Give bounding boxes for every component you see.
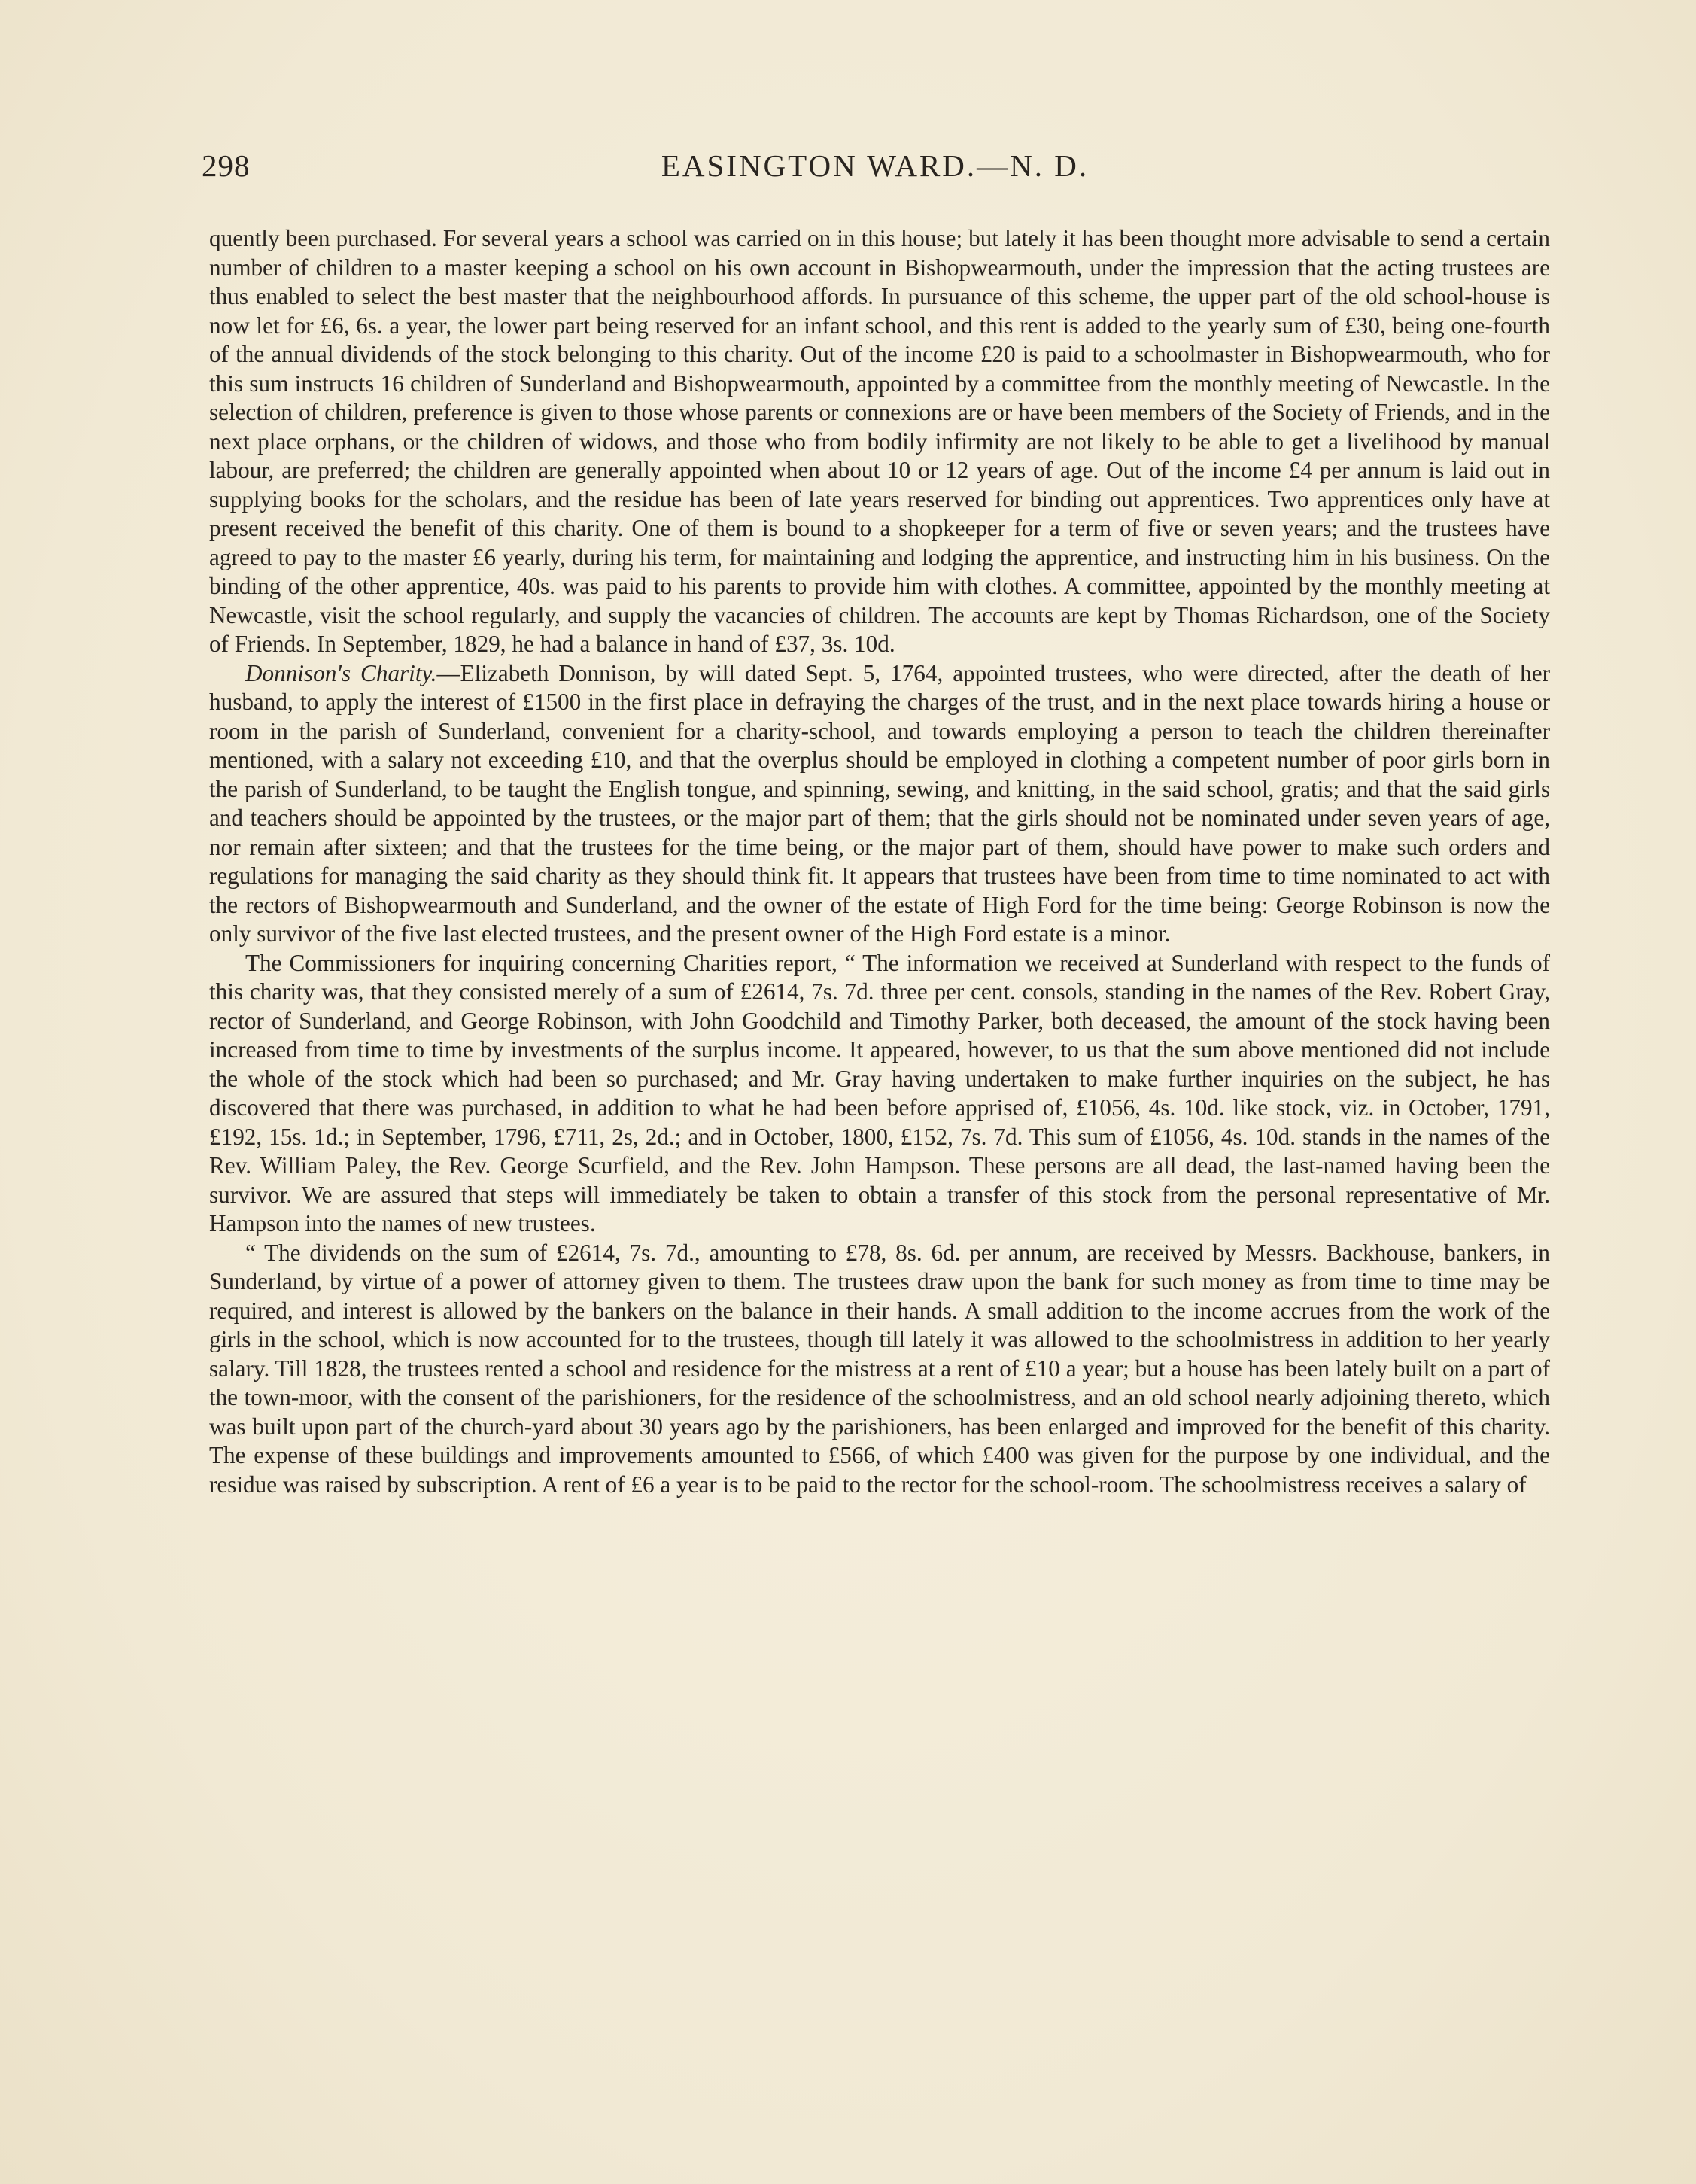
running-title: EASINGTON WARD.—N. D. bbox=[661, 148, 1090, 183]
paragraph-school-continuation: quently been purchased. For several years a school was carried on in this house; but lately it has been thought more advisable to send a certain number of children to a master keeping a school on his own account in Bishopwearmouth, under the impression that the acting trustees are thus enabled to select the best master that the neighbourhood affords. In pursuance of this scheme, the upper part of the old school-house is now let for £6, 6s. a year, the lower part being reserved for an infant school, and this rent is added to the yearly sum of £30, being one-fourth of the annual dividends of the stock belonging to this charity. Out of the income £20 is paid to a schoolmaster in Bishopwearmouth, who for this sum instructs 16 children of Sunderland and Bishopwearmouth, appointed by a committee from the monthly meeting of Newcastle. In the selection of children, preference is given to those whose parents or connexions are or have been members of the Society of Friends, and in the next place orphans, or the children of widows, and those who from bodily infirmity are not likely to be able to get a livelihood by manual labour, are preferred; the children are generally appointed when about 10 or 12 years of age. Out of the income £4 per annum is laid out in supplying books for the scholars, and the residue has been of late years reserved for binding out apprentices. Two apprentices only have at present received the benefit of this charity. One of them is bound to a shopkeeper for a term of five or seven years; and the trustees have agreed to pay to the master £6 yearly, during his term, for maintaining and lodging the apprentice, and instructing him in his business. On the binding of the other apprentice, 40s. was paid to his parents to provide him with clothes. A committee, appointed by the monthly meeting at Newcastle, visit the school regularly, and supply the vacancies of children. The accounts are kept by Thomas Richardson, one of the Society of Friends. In September, 1829, he had a balance in hand of £37, 3s. 10d. bbox=[209, 225, 1550, 657]
page-number: 298 bbox=[202, 148, 251, 183]
section-heading-donnisons-charity: Donnison's Charity. bbox=[245, 659, 437, 686]
body-text bbox=[209, 224, 1550, 1499]
paragraph-donnisons-charity-body: —Elizabeth Donnison, by will dated Sept. 5, 1764, appointed trustees, who were directed, after the death of her husband, to apply the interest of £1500 in the first place in defraying the charges of the trust, and in the next place towards hiring a house or room in the parish of Sunderland, convenient for a charity-school, and towards employing a person to teach the children thereinafter mentioned, with a salary not exceeding £10, and that the overplus should be employed in clothing a competent number of poor girls born in the parish of Sunderland, to be taught the English tongue, and spinning, sewing, and knitting, in the said school, gratis; and that the said girls and teachers should be appointed by the trustees, or the major part of them; that the girls should not be nominated under seven years of age, nor remain after sixteen; and that the trustees for the time being, or the major part of them, should have power to make such orders and regulations for managing the said charity as they should think fit. It appears that trustees have been from time to time nominated to act with the rectors of Bishopwearmouth and Sunderland, and the owner of the estate of High Ford for the time being: George Robinson is now the only survivor of the five last elected trustees, and the present owner of the High Ford estate is a minor. bbox=[209, 659, 1550, 947]
paragraph-dividends: “ The dividends on the sum of £2614, 7s. 7d., amounting to £78, 8s. 6d. per annum, are received by Messrs. Backhouse, bankers, in Sunderland, by virtue of a power of attorney given to them. The trustees draw upon the bank for such money as from time to time may be required, and interest is allowed by the bankers on the balance in their hands. A small addition to the income accrues from the work of the girls in the school, which is now accounted for to the trustees, though till lately it was allowed to the schoolmistress in addition to her yearly salary. Till 1828, the trustees rented a school and residence for the mistress at a rent of £10 a year; but a house has been lately built on a part of the town-moor, with the consent of the parishioners, for the residence of the schoolmistress, and an old school nearly adjoining thereto, which was built upon part of the church-yard about 30 years ago by the parishioners, has been enlarged and improved for the benefit of this charity. The expense of these buildings and improvements amounted to £566, of which £400 was given for the purpose by one individual, and the residue was raised by subscription. A rent of £6 a year is to be paid to the rector for the school-room. The schoolmistress receives a salary of bbox=[209, 1239, 1550, 1498]
page-header bbox=[202, 148, 1549, 193]
paragraph-commissioners-report: The Commissioners for inquiring concerning Charities report, “ The information we received at Sunderland with respect to the funds of this charity was, that they consisted merely of a sum of £2614, 7s. 7d. three per cent. consols, standing in the names of the Rev. Robert Gray, rector of Sunderland, and George Robinson, with John Goodchild and Timothy Parker, both deceased, the amount of the stock having been increased from time to time by investments of the surplus income. It appeared, however, to us that the sum above mentioned did not include the whole of the stock which had been so purchased; and Mr. Gray having undertaken to make further inquiries on the subject, he has discovered that there was purchased, in addition to what he had been before apprised of, £1056, 4s. 10d. like stock, viz. in October, 1791, £192, 15s. 1d.; in September, 1796, £711, 2s, 2d.; and in October, 1800, £152, 7s. 7d. This sum of £1056, 4s. 10d. stands in the names of the Rev. William Paley, the Rev. George Scurfield, and the Rev. John Hampson. These persons are all dead, the last-named having been the survivor. We are assured that steps will immediately be taken to obtain a transfer of this stock from the personal representative of Mr. Hampson into the names of new trustees. bbox=[209, 949, 1550, 1236]
paragraph-donnisons-charity bbox=[209, 659, 1550, 949]
